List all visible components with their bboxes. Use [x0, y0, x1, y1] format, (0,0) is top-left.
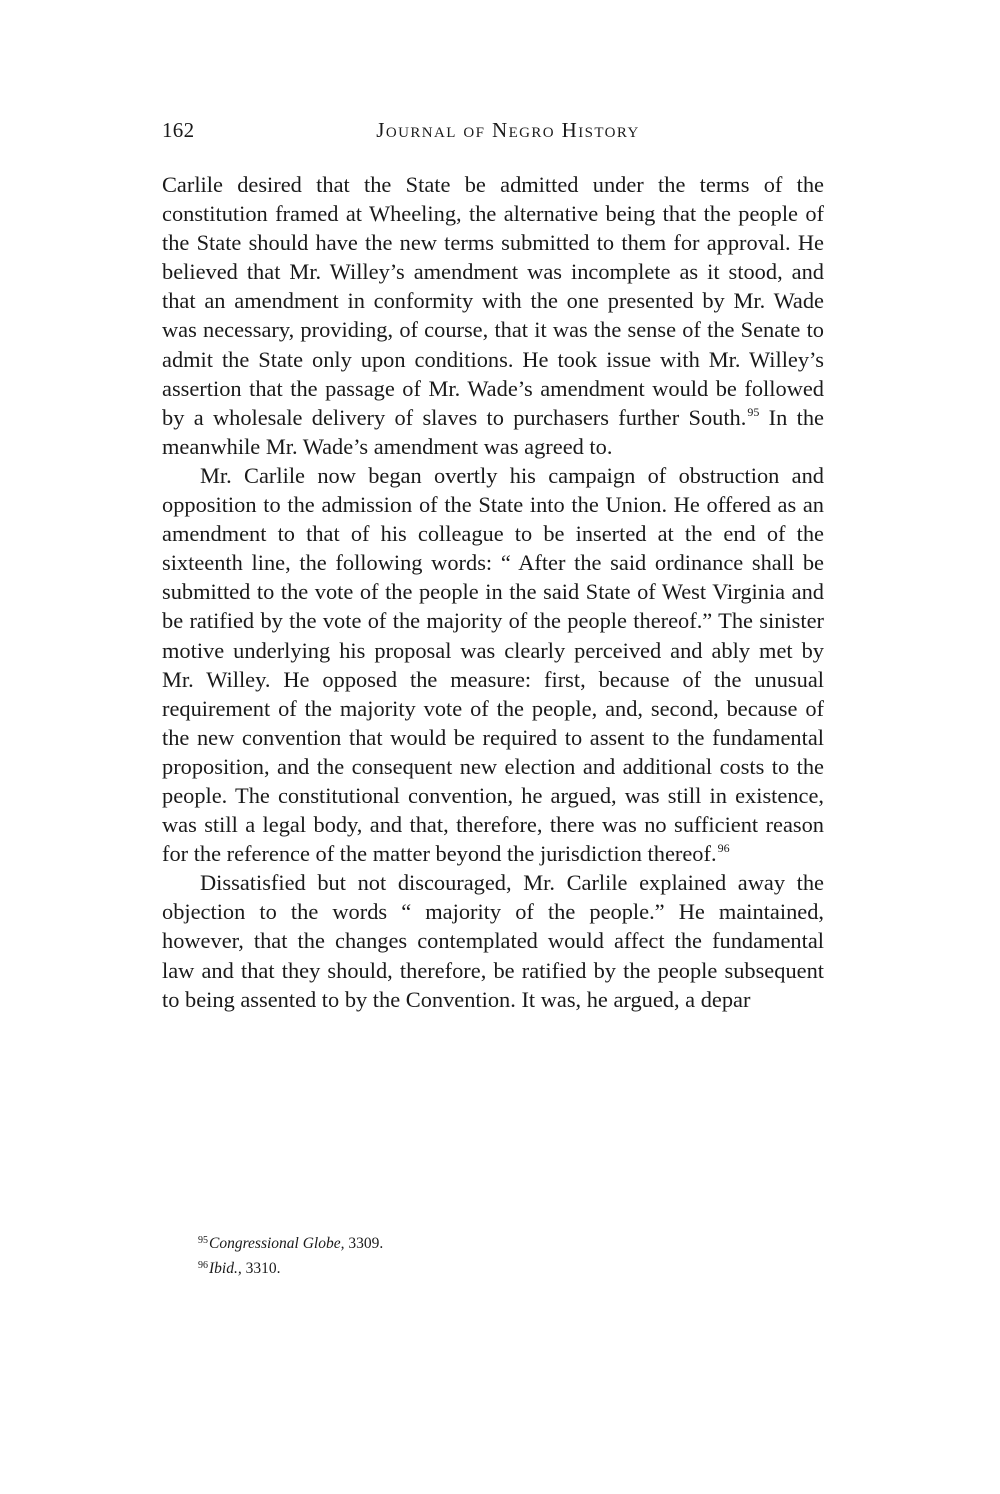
- paragraph-2: [162, 461, 824, 868]
- paragraph-3: [162, 868, 824, 1013]
- running-title: Journal of Negro History: [376, 118, 640, 142]
- footnote-source: Ibid.,: [209, 1260, 242, 1277]
- paragraph-2-text: Mr. Carlile now began overtly his campaign of obstruction and opposition to the admission of the State into the Union. He offered as an amendment to that of his colleague to be inserted at the end of the sixteenth line, the following words: “ After the said ordinance shall be submitted to the vote of the people in the said State of West Virginia and be ratified by the vote of the majority of the people thereof.” The sinister motive underlying his proposal was clearly perceived and ably met by Mr. Willey. He opposed the measure: first, because of the unusual requirement of the majority vote of the people, and, second, because of the new convention that would be required to assent to the fundamental proposition, and the consequent new election and additional costs to the people. The constitutional convention, he argued, was still in existence, was still a legal body, and that, therefore, there was no sufficient reason for the reference of the matter beyond the jurisdiction thereof.: [162, 462, 824, 867]
- paragraph-1-text: Carlile desired that the State be admitted under the terms of the constitution framed at Wheeling, the alternative being that the people of the State should have the new terms submitted to them for approval. He believed that Mr. Willey’s amendment was incomplete as it stood, and that an amendment in conformity with the one presented by Mr. Wade was necessary, providing, of course, that it was the sense of the Senate to admit the State only upon conditions. He took issue with Mr. Willey’s assertion that the passage of Mr. Wade’s amendment would be followed by a wholesale delivery of slaves to purchasers further South.: [162, 172, 824, 430]
- footnote-ref-96: 96: [717, 841, 730, 856]
- paragraph-1: [162, 170, 824, 461]
- paragraph-3-text: Dissatisfied but not discouraged, Mr. Carlile explained away the objection to the words “ majority of the people.” He maintained, however, that the changes contemplated would affect the fundamental law and that they should, therefore, be ratified by the people subsequent to being assented to by the Convention. It was, he argued, a depar: [162, 870, 824, 1012]
- footnote-95: [198, 1230, 818, 1255]
- page-number: 162: [162, 118, 195, 142]
- footnote-page: 3309.: [344, 1235, 384, 1252]
- paragraph-1-continuation: In the meanwhile Mr. Wade’s amendment was agreed to.: [162, 404, 824, 459]
- footnote-number: 96: [198, 1260, 208, 1271]
- footnote-ref-95: 95: [747, 404, 760, 419]
- page-header: [162, 118, 824, 150]
- body-text: [162, 170, 824, 1014]
- footnotes: [198, 1230, 818, 1280]
- footnote-number: 95: [198, 1235, 208, 1246]
- footnote-source: Congressional Globe,: [209, 1235, 345, 1252]
- footnote-page: 3310.: [241, 1260, 281, 1277]
- footnote-96: [198, 1255, 818, 1280]
